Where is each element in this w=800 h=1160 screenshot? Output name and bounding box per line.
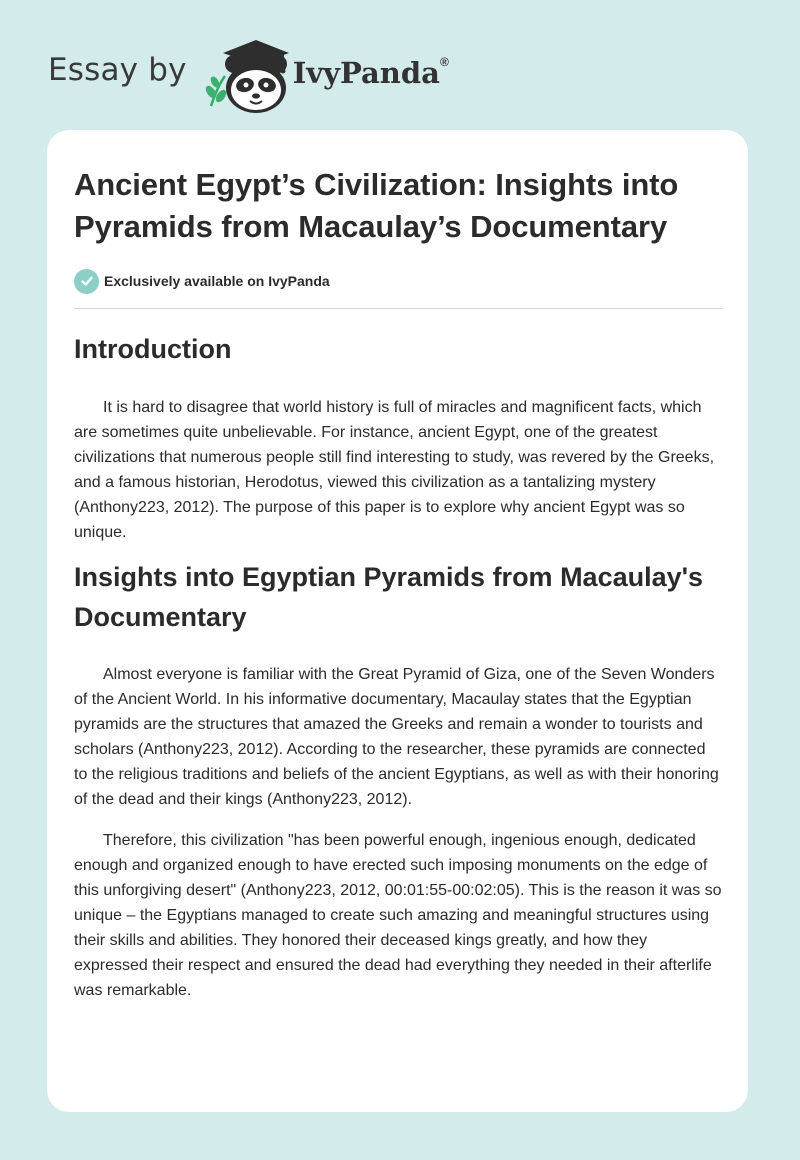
page-title: Ancient Egypt’s Civilization: Insights into Pyramids from Macaulay’s Documentary <box>74 167 679 244</box>
checkmark-glyph <box>80 274 94 288</box>
section-heading-introduction: Introduction <box>74 334 232 364</box>
check-circle-icon <box>74 269 99 294</box>
brand-name-text: IvyPanda <box>292 56 440 90</box>
section-heading-insights: Insights into Egyptian Pyramids from Macaulay's Documentary <box>74 562 704 632</box>
brand-name[interactable] <box>293 56 449 90</box>
essay-content <box>74 164 723 1003</box>
exclusive-badge <box>74 268 723 294</box>
paragraph-insights-1: Almost everyone is familiar with the Great Pyramid of Giza, one of the Seven Wonders of the Ancient World. In his informative documentary, Macaulay states that the Egyptian pyramids are the structures that amazed the Greeks and remain a wonder to tourists and scholars (Anthony223, 2012). According to the researcher, these pyramids are connected to the religious traditions and beliefs of the ancient Egyptians, as well as with their honoring of the dead and their kings (Anthony223, 2012). <box>74 666 719 808</box>
paragraph-introduction: It is hard to disagree that world history is full of miracles and magnificent facts, which are sometimes quite unbelievable. For instance, ancient Egypt, one of the greatest civilizations that numerous people still find interesting to study, was revered by the Greeks, and a famous historian, Herodotus, viewed this civilization as a tantalizing mystery (Anthony223, 2012). The purpose of this paper is to explore why ancient Egypt was so unique. <box>74 399 715 541</box>
essay-card <box>47 130 748 1112</box>
exclusive-badge-label: Exclusively available on IvyPanda <box>104 273 330 289</box>
brand-header <box>48 34 449 114</box>
panda-graduate-logo-icon[interactable] <box>201 34 297 114</box>
paragraph-insights-2: Therefore, this civilization "has been powerful enough, ingenious enough, dedicated enough and organized enough to have erected such imposing monuments on the edge of this unforgiving desert" (Anthony223, 2012, 00:01:55-00:02:05). This is the reason it was so unique – the Egyptians managed to create such amazing and meaningful structures using their skills and abilities. They honored their deceased kings greatly, and how they expressed their respect and ensured the dead had everything they needed in their afterlife was remarkable. <box>74 832 722 999</box>
title-divider <box>74 308 723 309</box>
registered-mark: ® <box>439 55 449 70</box>
brand-prefix: Essay by <box>48 52 187 88</box>
panda-logo-graphic <box>201 34 297 114</box>
